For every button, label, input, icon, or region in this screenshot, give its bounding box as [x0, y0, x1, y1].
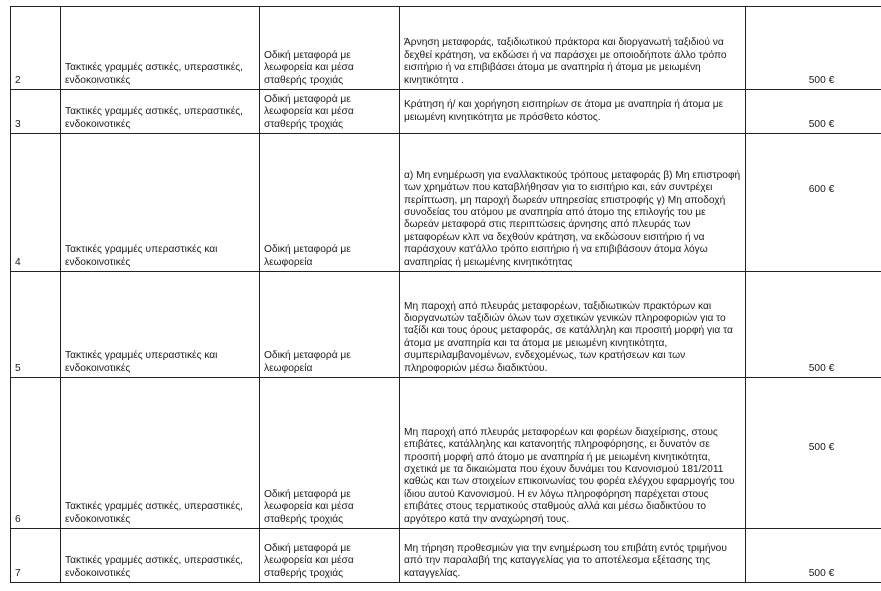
table-row — [11, 7, 881, 90]
transport-mode: Οδική μεταφορά με λεωφορεία και μέσα σταθερής τροχιάς — [260, 7, 400, 90]
fine-value: 500 € — [808, 442, 835, 453]
table-row — [11, 529, 881, 583]
fine-amount — [746, 529, 881, 583]
fine-value: 500 € — [808, 74, 835, 86]
transport-mode: Οδική μεταφορά με λεωφορεία και μέσα σταθερής τροχιάς — [260, 529, 400, 583]
violation-description: α) Μη ενημέρωση για εναλλακτικούς τρόπους μεταφοράς β) Μη επιστροφή των χρημάτων που καταβλήθησαν για το εισιτήριο και, εάν συντρέχει περίπτωση, μη παροχή δωρεάν υπηρεσίας επιστροφής γ) Μη αποδοχή συνοδείας του ατόμου με αναπηρία από άτομο της επιλογής του με δωρεάν μεταφορά στις περιπτώσεις άρνησης από πλευράς των μεταφορέων κλπ να δεχθούν κράτηση, να εκδώσουν εισιτήριο ή να παράσχουν κατ'άλλο τρόπο εισιτήριο ή να επιβιβάσουν άτομα λόγω αναπηρίας ή μειωμένης κινητικότητας — [400, 134, 746, 272]
table-row — [11, 90, 881, 134]
route-category: Τακτικές γραμμές αστικές, υπεραστικές, ενδοκοινοτικές — [61, 529, 260, 583]
fine-value: 500 € — [808, 362, 835, 374]
row-number: 7 — [11, 529, 61, 583]
violation-description: Άρνηση μεταφοράς, ταξιδιωτικού πράκτορα και διοργανωτή ταξιδιού να δεχθεί κράτηση, να εκδώσει ή να παράσχει με οποιοδήποτε άλλο τρόπο εισιτήριο ή να επιβιβάσει άτομα με αναπηρία ή άτομα με μειωμένη κινητικότητα . — [400, 7, 746, 90]
fine-value: 600 € — [808, 184, 835, 195]
fine-amount — [746, 90, 881, 134]
route-category: Τακτικές γραμμές υπεραστικές και ενδοκοινοτικές — [61, 272, 260, 378]
violation-description: Μη τήρηση προθεσμιών για την ενημέρωση του επιβάτη εντός τριμήνου από την παραλαβή της καταγγελίας για το αποτέλεσμα εξέτασης της καταγγελίας. — [400, 529, 746, 583]
table-row — [11, 272, 881, 378]
table-row — [11, 378, 881, 529]
fine-amount — [746, 7, 881, 90]
violation-description: Μη παροχή από πλευράς μεταφορέων, ταξιδιωτικών πρακτόρων και διοργανωτών ταξιδιών όλων των σχετικών γενικών πληροφοριών για το ταξίδι και τους όρους μεταφοράς, σε κατάλληλη και προσιτή μορφή για τα άτομα με αναπηρία και τα άτομα με μειωμένη κινητικότητα, συμπεριλαμβανομένων, ενδεχομένως, των κρατήσεων και των πληροφοριών μέσω διαδικτύου. — [400, 272, 746, 378]
fine-amount — [746, 134, 881, 272]
transport-mode: Οδική μεταφορά με λεωφορεία — [260, 134, 400, 272]
route-category: Τακτικές γραμμές υπεραστικές και ενδοκοινοτικές — [61, 134, 260, 272]
violation-description: Μη παροχή από πλευράς μεταφορέων και φορέων διαχείρισης, στους επιβάτες, κατάλληλης και κατανοητής πληροφόρησης, ει δυνατόν σε προσιτή μορφή από άτομο με αναπηρία ή με μειωμένη κινητικότητα, σχετικά με τα δικαιώματα που έχουν δυνάμει του Κανονισμού 181/2011 καθώς και των στοιχείων επικοινωνίας του φορέα ελέγχου εφαρμογής του ίδιου αυτού Κανονισμού. Η εν λόγω πληροφόρηση παρέχεται στους επιβάτες στους τερματικούς σταθμούς αλλά και μέσω διαδικτύου το αργότερο κατά την αναχώρησή τους. — [400, 378, 746, 529]
route-category: Τακτικές γραμμές αστικές, υπεραστικές, ενδοκοινοτικές — [61, 90, 260, 134]
transport-mode: Οδική μεταφορά με λεωφορεία και μέσα σταθερής τροχιάς — [260, 90, 400, 134]
table-row — [11, 134, 881, 272]
fine-amount — [746, 378, 881, 529]
row-number: 2 — [11, 7, 61, 90]
route-category: Τακτικές γραμμές αστικές, υπεραστικές, ενδοκοινοτικές — [61, 378, 260, 529]
transport-mode: Οδική μεταφορά με λεωφορεία και μέσα σταθερής τροχιάς — [260, 378, 400, 529]
violation-description: Κράτηση ή/ και χορήγηση εισιτηρίων σε άτομα με αναπηρία ή άτομα με μειωμένη κινητικότητα με πρόσθετο κόστος. — [400, 90, 746, 134]
fines-table — [10, 6, 881, 583]
fine-amount — [746, 272, 881, 378]
row-number: 3 — [11, 90, 61, 134]
fine-value: 500 € — [808, 567, 835, 579]
transport-mode: Οδική μεταφορά με λεωφορεία — [260, 272, 400, 378]
row-number: 6 — [11, 378, 61, 529]
fine-value: 500 € — [808, 118, 835, 130]
row-number: 4 — [11, 134, 61, 272]
route-category: Τακτικές γραμμές αστικές, υπεραστικές, ενδοκοινοτικές — [61, 7, 260, 90]
row-number: 5 — [11, 272, 61, 378]
